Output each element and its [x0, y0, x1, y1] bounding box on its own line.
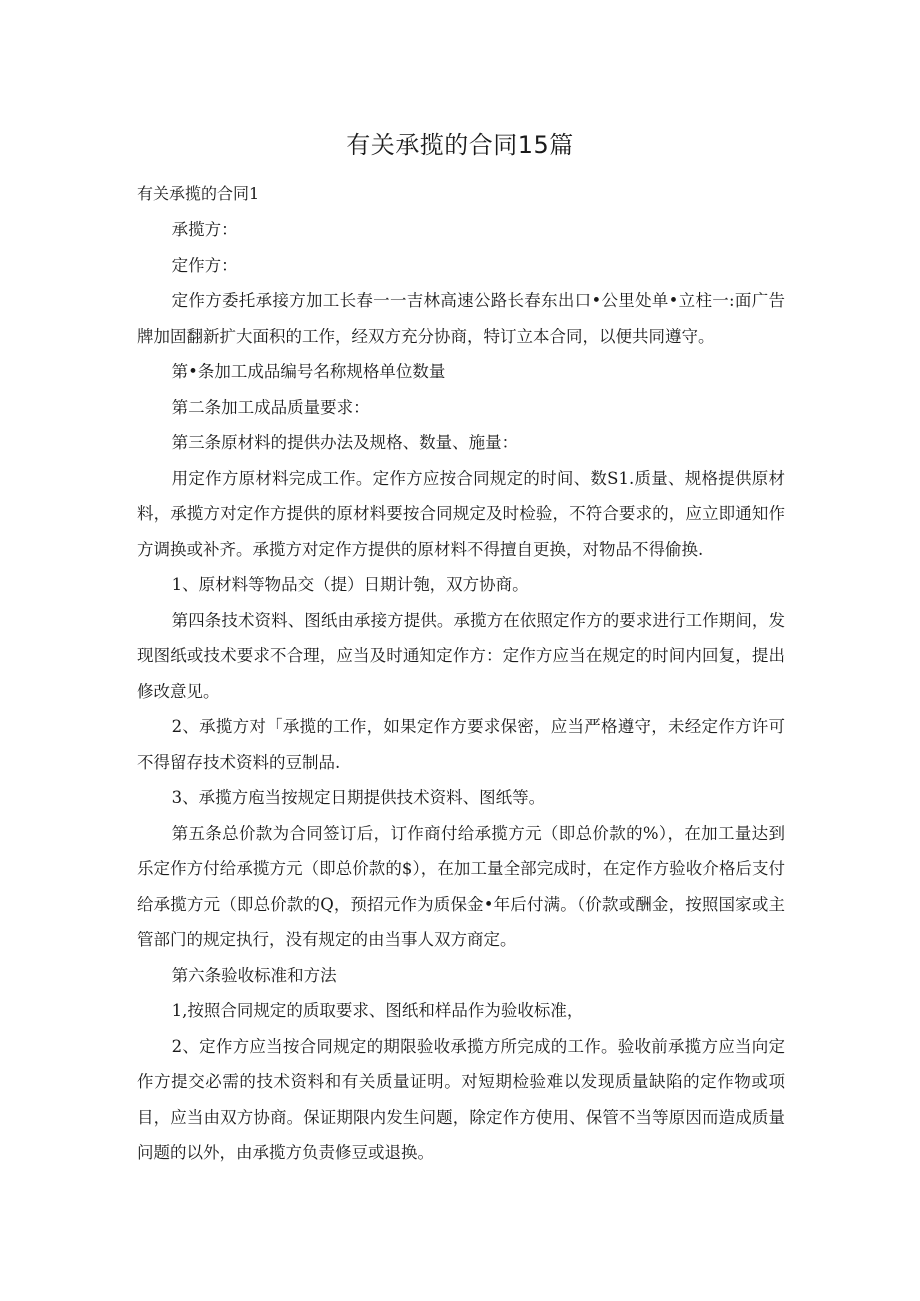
paragraph: 第六条验收标准和方法 — [171, 965, 337, 985]
paragraph: 2、定作方应当按合同规定的期限验收承揽方所完成的工作。验收前承揽方应当向定作方提交必需的技术资料和有关质量证明。对短期检验难以发现质量缺陷的定作物或项目，应当由双方协商。保证期限内发生问题，除定作方使用、保管不当等原因而造成质量问题的以外，由承揽方负责修豆或退换。 — [137, 1036, 785, 1162]
paragraph: 承揽方： — [171, 220, 238, 239]
paragraph: 第四条技术资料、图纸由承接方提供。承揽方在依照定作方的要求进行工作期间，发现图纸或技术要求不合理，应当及时通知定作方：定作方应当在规定的时间内回复，提出修改意见。 — [137, 610, 785, 701]
document-body — [137, 212, 785, 1171]
paragraph: 用定作方原材料完成工作。定作方应按合同规定的时间、数S1.质量、规格提供原材料，承揽方对定作方提供的原材料要按合同规定及时检验，不符合要求的，应立即通知作方调换或补齐。承揽方对定作方提供的原材料不得擅自更换，对物品不得偷换. — [137, 468, 785, 559]
paragraph: 第五条总价款为合同签订后，订作商付给承揽方元（即总价款的%），在加工量达到乐定作方付给承揽方元（即总价款的$），在加工量全部完成时，在定作方验收介格后支付给承揽方元（即总价款的Q，预招元作为质保金•年后付满。（价款或酬金，按照国家或主管部门的规定执行，没有规定的由当事人双方商定。 — [137, 823, 785, 949]
paragraph: 定作方： — [171, 255, 238, 275]
paragraph: 第•条加工成品编号名称规格单位数量 — [171, 362, 446, 381]
paragraph: 定作方委托承接方加工长春一一吉林高速公路长春东出口•公里处单•立柱一:面广告牌加固翻新扩大面积的工作，经双方充分协商，特订立本合同，以便共同遵守。 — [137, 291, 785, 346]
paragraph: 第三条原材料的提供办法及规格、数量、施量： — [171, 433, 519, 452]
paragraph: 2、承揽方对「承揽的工作，如果定作方要求保密，应当严格遵守，未经定作方许可不得留存技术资料的豆制品. — [137, 717, 785, 772]
section-heading: 有关承揽的合同1 — [137, 184, 260, 203]
paragraph: 1,按照合同规定的质取要求、图纸和样品作为验收标准， — [171, 1001, 584, 1020]
paragraph: 第二条加工成品质量要求： — [171, 397, 370, 417]
paragraph: 1、原材料等物品交（提）日期计匏，双方协商。 — [171, 575, 529, 594]
paragraph: 3、承揽方庖当按规定日期提供技术资料、图纸等。 — [171, 788, 546, 807]
document-title: 有关承揽的合同15篇 — [346, 131, 574, 159]
